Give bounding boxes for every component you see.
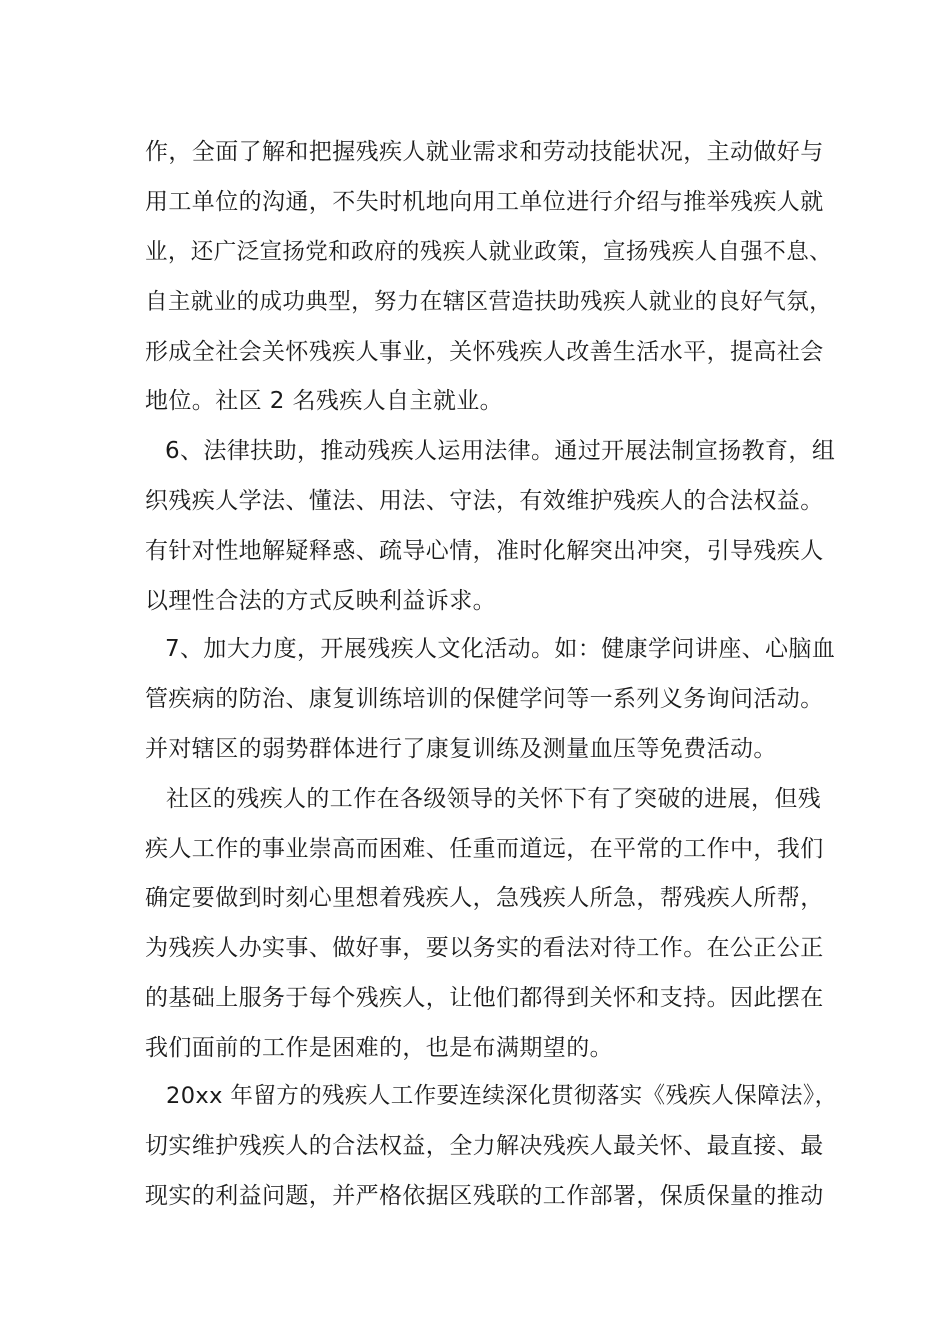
text-line: 为残疾人办实事、做好事，要以务实的看法对待工作。在公正公正 [145, 935, 824, 961]
paragraph-first-line: 6、法律扶助，推动残疾人运用法律。通过开展法制宣扬教育，组 [165, 438, 836, 464]
text-line: 我们面前的工作是困难的，也是布满期望的。 [145, 1035, 613, 1061]
text-line: 有针对性地解疑释惑、疏导心情，准时化解突出冲突，引导残疾人 [145, 538, 824, 564]
text-line: 以理性合法的方式反映利益诉求。 [145, 588, 496, 614]
text-line: 现实的利益问题，并严格依据区残联的工作部署，保质保量的推动 [145, 1183, 824, 1209]
text-line: 形成全社会关怀残疾人事业，关怀残疾人改善生活水平，提高社会 [145, 339, 824, 365]
text-line: 作，全面了解和把握残疾人就业需求和劳动技能状况，主动做好与 [145, 139, 824, 165]
text-line: 管疾病的防治、康复训练培训的保健学问等一系列义务询问活动。 [145, 686, 824, 712]
paragraph-first-line: 社区的残疾人的工作在各级领导的关怀下有了突破的进展，但残 [166, 786, 822, 812]
text-line: 业，还广泛宣扬党和政府的残疾人就业政策，宣扬残疾人自强不息、 [145, 239, 833, 265]
paragraph-first-line: 7、加大力度，开展残疾人文化活动。如：健康学问讲座、心脑血 [165, 636, 836, 662]
text-line: 用工单位的沟通，不失时机地向用工单位进行介绍与推举残疾人就 [145, 189, 824, 215]
text-line: 自主就业的成功典型，努力在辖区营造扶助残疾人就业的良好气氛， [145, 289, 833, 315]
text-line: 织残疾人学法、懂法、用法、守法，有效维护残疾人的合法权益。 [145, 488, 824, 514]
paragraph-first-line: 20xx 年留方的残疾人工作要连续深化贯彻落实《残疾人保障法》， [166, 1083, 838, 1109]
text-line: 并对辖区的弱势群体进行了康复训练及测量血压等免费活动。 [145, 736, 777, 762]
text-line: 疾人工作的事业崇高而困难、任重而道远，在平常的工作中，我们 [145, 836, 824, 862]
text-line: 的基础上服务于每个残疾人，让他们都得到关怀和支持。因此摆在 [145, 985, 824, 1011]
text-line: 地位。社区 2 名残疾人自主就业。 [145, 388, 504, 414]
text-line: 切实维护残疾人的合法权益，全力解决残疾人最关怀、最直接、最 [145, 1133, 824, 1159]
text-line: 确定要做到时刻心里想着残疾人，急残疾人所急，帮残疾人所帮， [145, 885, 824, 911]
